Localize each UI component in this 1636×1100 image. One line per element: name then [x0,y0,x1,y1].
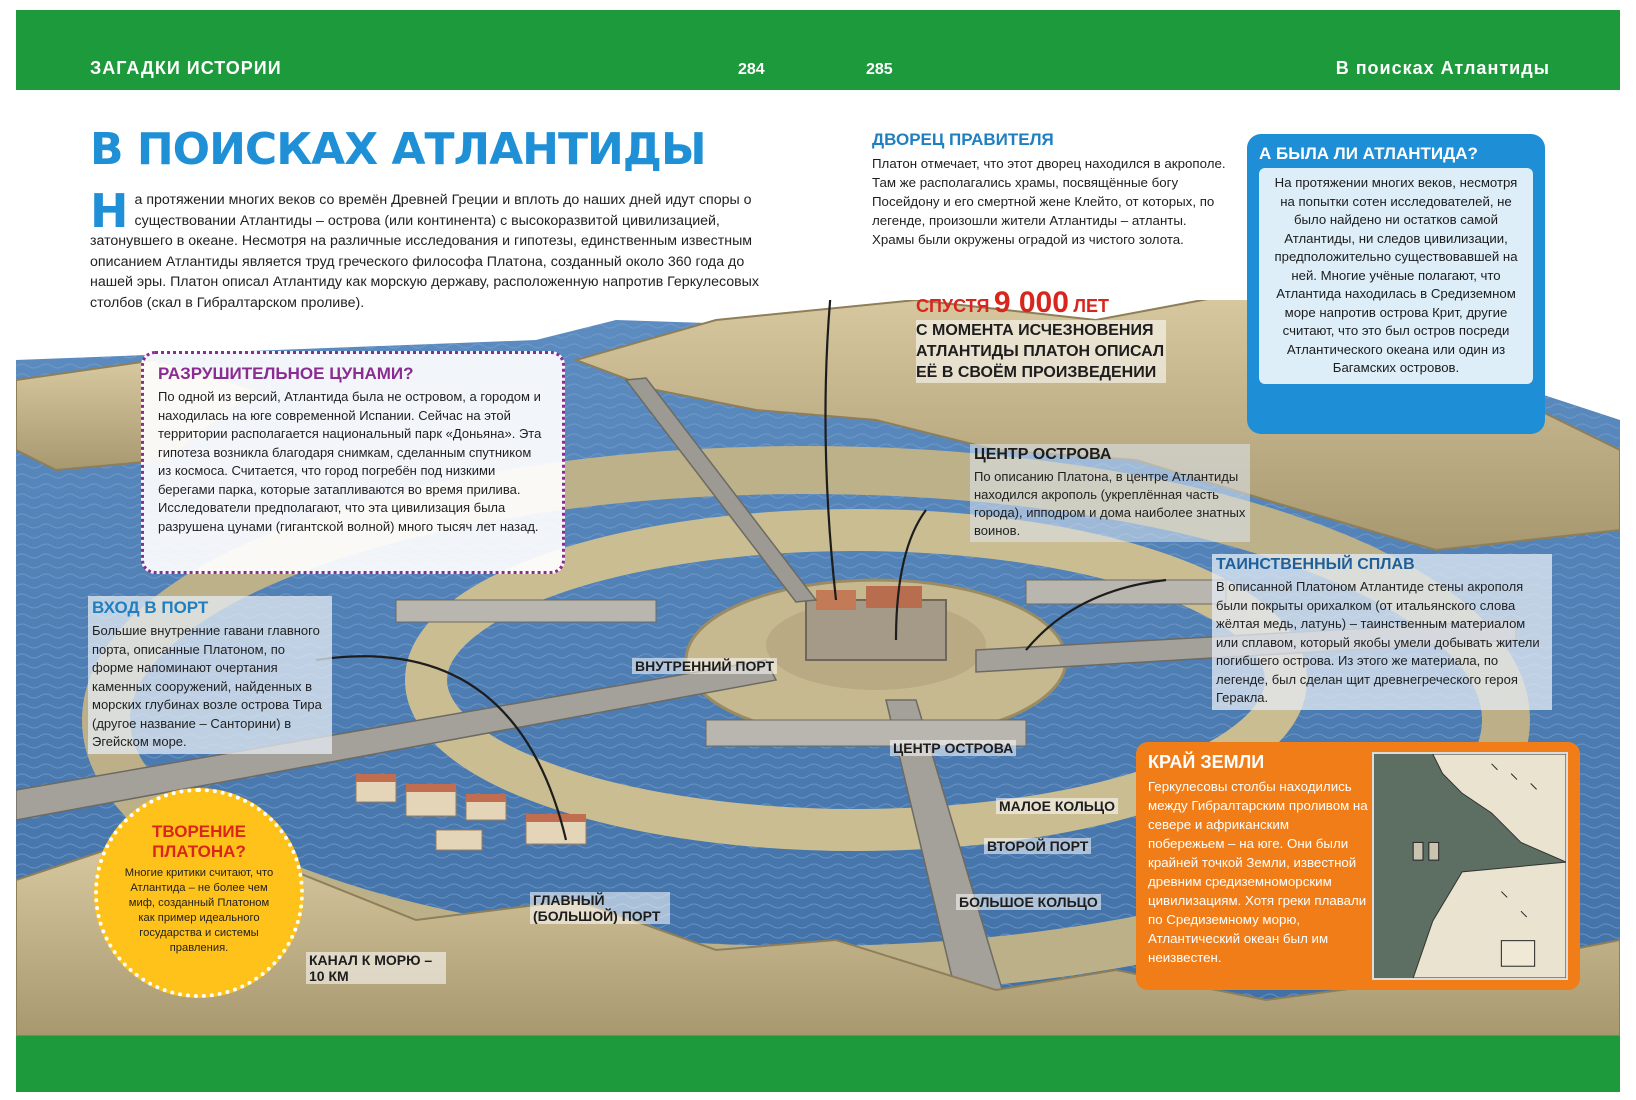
page-title: В ПОИСКАХ АТЛАНТИДЫ [90,124,706,175]
tsunami-text: По одной из версий, Атлантида была не островом, а городом и находилась на юге современной Испании. Сейчас на этой территории располагается национальный парк «Доньяна». Эта гипотеза возникла благодаря снимкам, сделанным спутником из космоса. Считается, что город погребён под низкими берегами парка, которые затапливаются во время прилива. Исследователи предполагают, что эта цивилизация была разрушена цунами (гигантской волной) много тысяч лет назад. [158,389,542,534]
label-small-ring: МАЛОЕ КОЛЬЦО [996,798,1118,814]
alloy-text: В описанной Платоном Атлантиде стены акрополя были покрыты орихалком (от итальянского слова жёлтая медь, латунь) – таинственным материалом или сплавом, который якобы умели добывать жители погибшего острова. Из этого же материала, по легенде, был сделан щит древнегреческого героя Геракла. [1216,579,1540,705]
port-entry-section [88,596,332,754]
existed-heading: А БЫЛА ЛИ АТЛАНТИДА? [1259,144,1478,163]
edge-heading: КРАЙ ЗЕМЛИ [1148,752,1265,772]
plato-heading: ТВОРЕНИЕ ПЛАТОНА? [152,822,246,861]
dropcap: Н [90,184,129,238]
years-number: 9 000 [993,286,1069,319]
label-big-ring: БОЛЬШОЕ КОЛЬЦО [956,894,1101,910]
port-entry-text: Большие внутренние гавани главного порта, описанные Платоном, по форме напоминают очертания каменных сооружений, найденных в морских глубинах возле острова Тира (другое название – Санторини) в Эгейском море. [92,623,322,749]
palace-heading: ДВОРЕЦ ПРАВИТЕЛЯ [872,130,1054,149]
footer-bar [16,1036,1620,1092]
alloy-heading: ТАИНСТВЕННЫЙ СПЛАВ [1216,556,1415,573]
label-island-center: ЦЕНТР ОСТРОВА [890,740,1016,756]
existed-box [1247,134,1545,434]
label-second-port: ВТОРОЙ ПОРТ [984,838,1091,854]
edge-box [1136,742,1580,990]
center-section [970,444,1250,542]
right-page-number: 285 [866,61,893,78]
years-note [916,286,1166,383]
edge-text: Геркулесовы столбы находились между Гибралтарским проливом на севере и африканским побережьем – на юге. Они были крайней точкой Земли, известной древним средиземноморским цивилизациям. Хотя греки плавали по Средиземному морю, Атлантический океан был им неизвестен. [1148,779,1368,965]
intro-paragraph [90,184,790,313]
palace-section [872,130,1232,249]
existed-text: На протяжении многих веков, несмотря на попытки сотен исследователей, не было найдено ни остатков самой Атлантиды, ни следов цивилизации, предположительно существовавшей на ней. Многие учёные полагают, что Атлантида находилась в Средиземном море напротив острова Крит, другие считают, что это был остров посреди Атлантического океана или один из Багамских островов. [1259,168,1533,384]
plato-text: Многие критики считают, что Атлантида – не более чем миф, созданный Платоном как пример идеального государства и системы правления. [124,867,274,954]
label-canal: КАНАЛ К МОРЮ – 10 КМ [306,952,446,984]
ancient-map-image [1372,752,1568,980]
label-inner-port: ВНУТРЕННИЙ ПОРТ [632,658,777,674]
intro-text: а протяжении многих веков со времён Древней Греции и вплоть до наших дней идут споры о существовании Атлантиды – острова (или континента) с высокоразвитой цивилизацией, затонувшего в океане. Несмотря на различные исследования и гипотезы, единственным известным описанием Атлантиды является труд греческого философа Платона, созданный около 360 года до нашей эры. Платон описал Атлантиду как морскую державу, расположенную напротив Геркулесовых столбов (скал в Гибралтарском проливе). [90,192,759,311]
center-text: По описанию Платона, в центре Атлантиды находился акрополь (укреплённая часть города), ипподром и дома наиболее знатных воинов. [974,469,1246,538]
right-running-head: В поисках Атлантиды [1335,58,1550,78]
palace-text: Платон отмечает, что этот дворец находился в акрополе. Там же располагались храмы, посвящённые богу Посейдону и его смертной жене Клейто, от которых, по легенде, произошли жители Атлантиды – атланты. Храмы были окружены оградой из чистого золота. [872,156,1226,247]
label-main-port: ГЛАВНЫЙ (БОЛЬШОЙ) ПОРТ [530,892,670,924]
left-running-head: ЗАГАДКИ ИСТОРИИ [90,58,282,78]
years-suffix: ЛЕТ [1073,296,1110,316]
years-prefix: СПУСТЯ [916,296,990,316]
center-heading: ЦЕНТР ОСТРОВА [974,446,1112,463]
alloy-section [1212,554,1552,710]
tsunami-box [141,351,565,574]
tsunami-heading: РАЗРУШИТЕЛЬНОЕ ЦУНАМИ? [158,364,414,383]
years-rest: С МОМЕНТА ИСЧЕЗНОВЕНИЯ АТЛАНТИДЫ ПЛАТОН ОПИСАЛ ЕЁ В СВОЁМ ПРОИЗВЕДЕНИИ [916,322,1165,381]
left-page-number: 284 [738,61,765,78]
plato-badge [94,788,304,998]
port-entry-heading: ВХОД В ПОРТ [92,598,209,617]
